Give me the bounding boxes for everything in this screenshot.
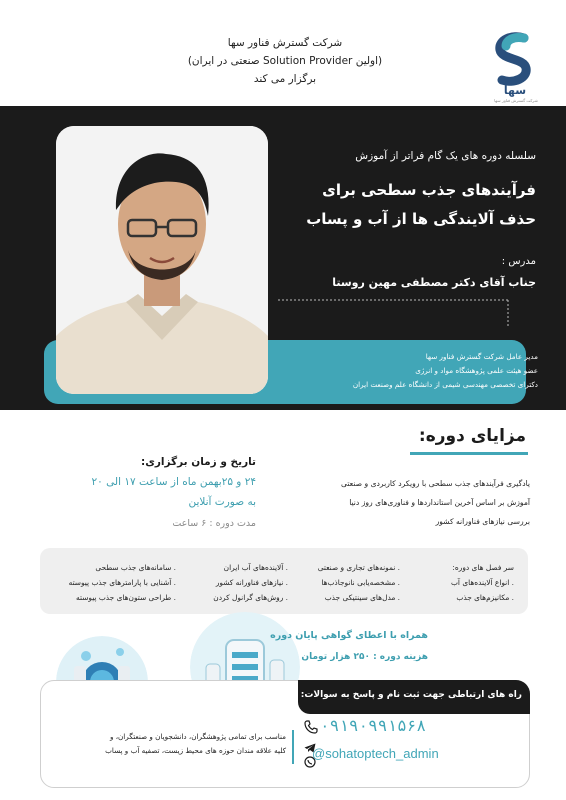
syllabus-column — [402, 560, 514, 605]
course-series: سلسله دوره های یک گام فراتر از آموزش — [355, 150, 536, 162]
connector-line — [268, 296, 518, 330]
syllabus-column — [46, 560, 176, 605]
organizer-line: شرکت گسترش فناور سها — [227, 37, 343, 49]
schedule-title: تاریخ و زمان برگزاری: — [141, 456, 256, 468]
instructor-name: جناب آقای دکتر مصطفی مهین روستا — [332, 276, 536, 289]
phone-icon — [304, 720, 318, 734]
instructor-label: مدرس : — [501, 256, 536, 267]
instructor-photo — [56, 126, 268, 394]
course-title-line: حذف آلایندگی ها از آب و پساب — [306, 210, 536, 228]
contact-handle[interactable]: @sohatoptech_admin — [312, 746, 439, 761]
syllabus-item: . آلاینده‌های آب ایران — [223, 563, 288, 572]
organizer-line: برگزار می کند — [253, 73, 317, 85]
audience-line: مناسب برای تمامی پژوهشگران، دانشجویان و صنعتگران، و — [109, 732, 286, 741]
instructor-bio — [298, 350, 538, 392]
syllabus-item: . نیازهای فناورانه کشور — [215, 578, 288, 587]
benefits-list — [260, 474, 530, 531]
bio-line: عضو هیئت علمی پژوهشگاه مواد و انرژی — [415, 366, 538, 375]
syllabus-column — [288, 560, 400, 605]
contact-phone[interactable]: ۰۹۱۹۰۹۹۱۵۶۸ — [320, 716, 426, 735]
schedule-date: ۲۴ و ۲۵بهمن ماه از ساعت ۱۷ الی ۲۰ — [91, 476, 256, 488]
syllabus-item: . طراحی ستون‌های جذب پیوسته — [76, 593, 176, 602]
schedule-duration: مدت دوره : ۶ ساعت — [172, 518, 256, 529]
course-title-line: فرآیندهای جذب سطحی برای — [322, 181, 536, 199]
benefits-title: مزایای دوره: — [418, 426, 526, 446]
syllabus-column — [178, 560, 288, 605]
bio-line: دکترای تخصصی مهندسی شیمی از دانشگاه علم وصنعت ایران — [352, 380, 538, 389]
benefits-underline — [410, 452, 528, 455]
certificate-note: همراه با اعطای گواهی پایان دوره — [270, 630, 428, 641]
syllabus-item: . نمونه‌های تجاری و صنعتی — [317, 563, 400, 572]
audience-note — [50, 730, 286, 758]
syllabus-heading: سر فصل های دوره: — [452, 563, 514, 572]
schedule-mode: به صورت آنلاین — [188, 496, 256, 508]
logo-wordmark: سها — [503, 84, 527, 97]
benefit-item: یادگیری فرآیندهای جذب سطحی با رویکرد کاربردی و صنعتی — [341, 479, 530, 488]
organizer-text — [140, 34, 430, 88]
benefit-item: بررسی نیازهای فناورانه کشور — [435, 517, 530, 526]
syllabus-item: . مشخصه‌یابی نانوجاذب‌ها — [321, 578, 400, 587]
syllabus-item: . آشنایی با پارامترهای جذب پیوسته — [68, 578, 176, 587]
organizer-line: (اولین Solution Provider صنعتی در ایران) — [187, 55, 383, 67]
audience-line: کلیه علاقه مندان حوزه های محیط زیست، تصفیه آب و پساب — [105, 746, 286, 755]
syllabus-item: . روش‌های گرانول کردن — [213, 593, 288, 602]
contact-header-text: راه های ارتباطی جهت ثبت نام و پاسخ به سوالات: — [300, 690, 522, 700]
course-title — [276, 176, 536, 234]
syllabus-item: . مکانیزم‌های جذب — [456, 593, 514, 602]
syllabus-item: . مدل‌های سینتیکی جذب — [324, 593, 400, 602]
logo-subtitle: شرکت گسترش فناور سها — [494, 98, 538, 103]
course-price: هزینه دوره : ۲۵۰ هزار تومان — [301, 652, 428, 662]
syllabus-item: . سامانه‌های جذب سطحی — [95, 563, 176, 572]
bio-line: مدیر عامل شرکت گسترش فناور سها — [425, 352, 538, 361]
benefit-item: آموزش بر اساس آخرین استانداردها و فناوری‌های روز دنیا — [349, 498, 530, 507]
syllabus-item: . انواع آلاینده‌های آب — [450, 578, 514, 587]
contact-divider — [292, 730, 294, 764]
